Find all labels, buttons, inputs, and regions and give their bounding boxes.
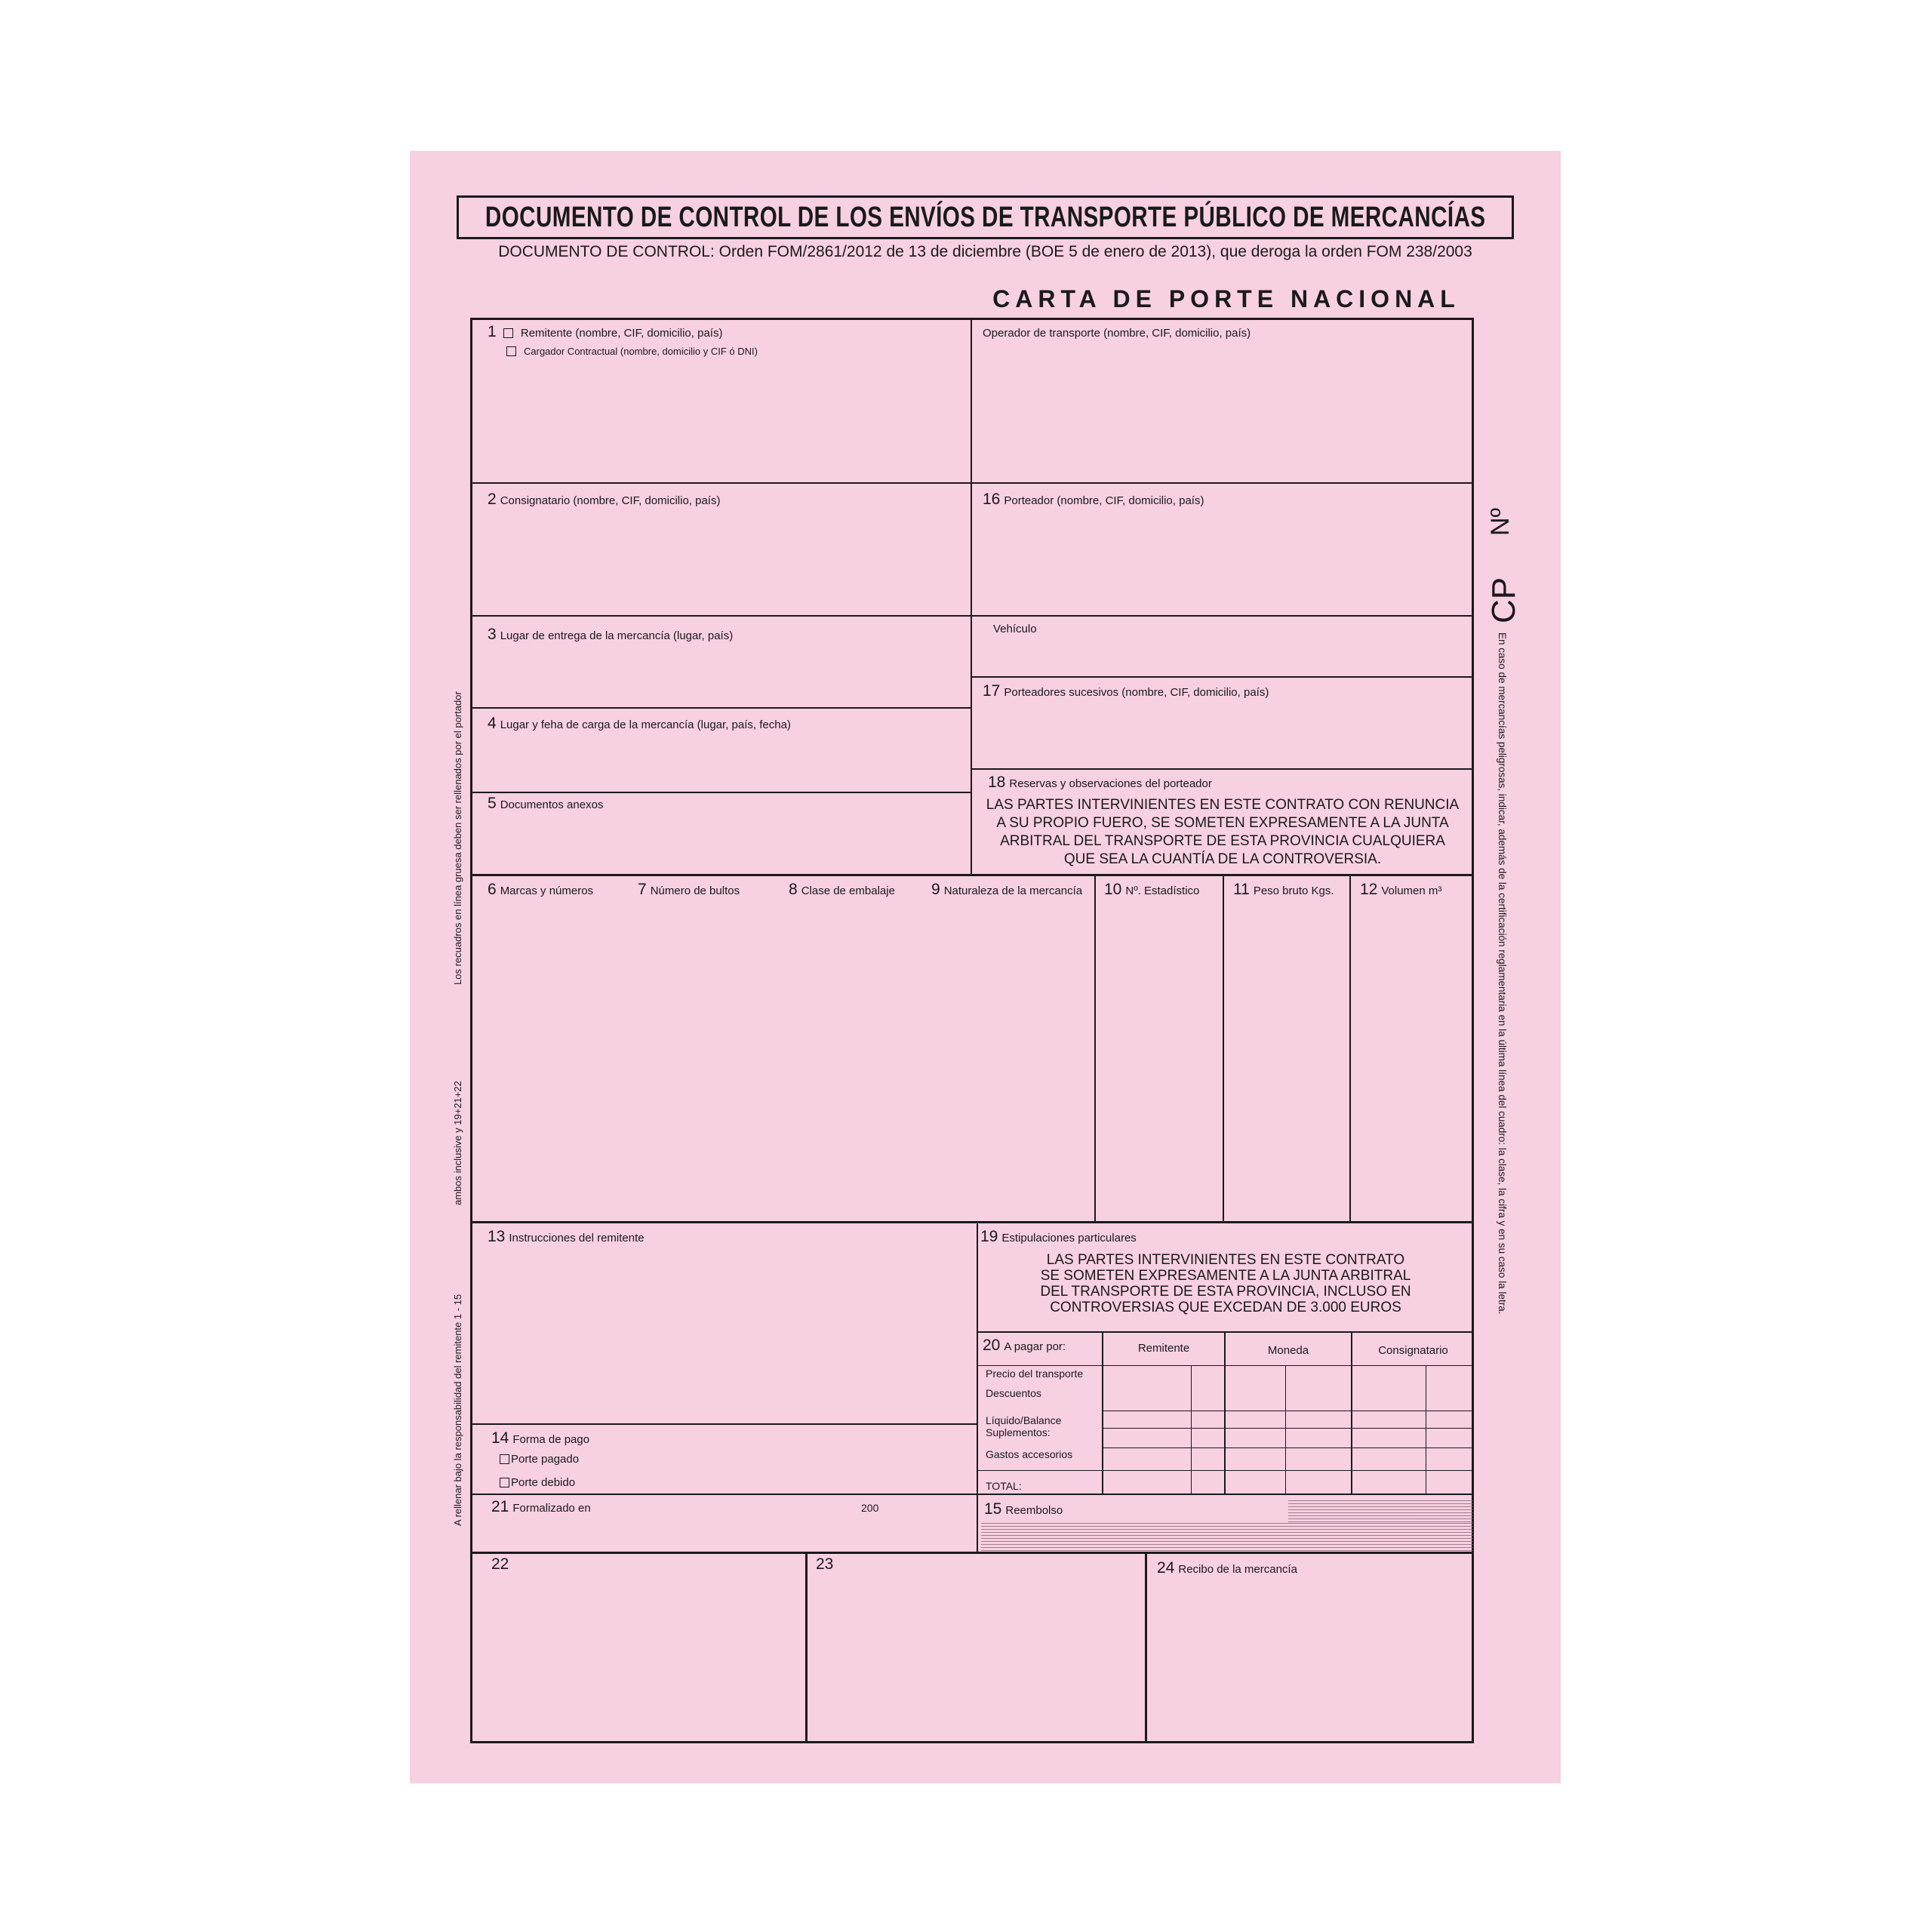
box-11-number: 11 bbox=[1233, 881, 1250, 898]
box-20-number: 20 bbox=[983, 1337, 1001, 1354]
operador-label: Operador de transporte (nombre, CIF, domicilio, país) bbox=[983, 327, 1251, 340]
box-19[interactable] bbox=[980, 1228, 1137, 1246]
box-18-line-2: A SU PROPIO FUERO, SE SOMETEN EXPRESAMENTE A LA JUNTA bbox=[996, 815, 1449, 831]
box-8-number: 8 bbox=[789, 881, 798, 898]
box-11-label: Peso bruto Kgs. bbox=[1253, 884, 1334, 897]
box-18-clause bbox=[974, 796, 1472, 869]
box-9-number: 9 bbox=[931, 881, 940, 898]
box-19-number: 19 bbox=[980, 1228, 998, 1245]
box-12[interactable] bbox=[1360, 881, 1441, 899]
box-21-year: 200 bbox=[861, 1502, 879, 1514]
box-5[interactable] bbox=[488, 795, 603, 813]
box-15[interactable] bbox=[984, 1500, 1063, 1518]
left-note-thick-line: Los recuadros en línea gruesa deben ser rellenados por el portador bbox=[452, 691, 463, 985]
box-21-label: Formalizado en bbox=[512, 1502, 591, 1515]
box-1-number: 1 bbox=[488, 323, 497, 340]
left-note-responsibility: A rellenar bajo la responsabilidad del remitente 1 - 15 bbox=[452, 1294, 463, 1526]
box-13-number: 13 bbox=[488, 1228, 506, 1245]
box-23-number: 23 bbox=[816, 1555, 834, 1573]
box-18-number: 18 bbox=[988, 774, 1006, 791]
porte-pagado-option[interactable] bbox=[500, 1453, 579, 1466]
box-9[interactable] bbox=[931, 881, 1082, 899]
box-10-label: Nº. Estadístico bbox=[1125, 884, 1200, 897]
cp-number-label: Nº bbox=[1486, 508, 1515, 536]
col-moneda: Moneda bbox=[1267, 1344, 1309, 1357]
box-16-label: Porteador (nombre, CIF, domicilio, país) bbox=[1004, 494, 1204, 507]
box-4-label: Lugar y feha de carga de la mercancía (lugar, país, fecha) bbox=[500, 718, 791, 731]
box-19-clause bbox=[978, 1252, 1473, 1315]
box-13[interactable] bbox=[488, 1228, 645, 1246]
box-10-number: 10 bbox=[1104, 881, 1122, 898]
row-total: TOTAL: bbox=[986, 1480, 1022, 1492]
row-liquido: Líquido/Balance bbox=[986, 1414, 1062, 1426]
porte-pagado-checkbox[interactable] bbox=[500, 1454, 509, 1464]
cp-label: CP bbox=[1485, 577, 1522, 623]
dangerous-goods-note: En caso de mercancías peligrosas, indicar, además de la certificación reglamentaria en la última línea del cuadro: la clase, la cifra y en su caso la letra. bbox=[1497, 632, 1508, 1315]
porte-debido-option[interactable] bbox=[500, 1476, 575, 1489]
form-name: CARTA DE PORTE NACIONAL bbox=[992, 285, 1460, 312]
box-20-label: A pagar por: bbox=[1004, 1340, 1066, 1353]
remitente-checkbox[interactable] bbox=[503, 328, 513, 338]
box-8[interactable] bbox=[789, 881, 895, 899]
box-15-label: Reembolso bbox=[1005, 1504, 1063, 1517]
box-18-line-3: ARBITRAL DEL TRANSPORTE DE ESTA PROVINCIA CUALQUIERA bbox=[1000, 833, 1445, 849]
box-11[interactable] bbox=[1233, 881, 1334, 899]
reembolso-hatch bbox=[1288, 1500, 1473, 1523]
porte-pagado-label: Porte pagado bbox=[511, 1453, 580, 1466]
box-17[interactable] bbox=[983, 682, 1269, 700]
box-7-number: 7 bbox=[638, 881, 647, 898]
box-1-cargador-label: Cargador Contractual (nombre, domicilio y CIF ó DNI) bbox=[524, 346, 758, 357]
box-17-label: Porteadores sucesivos (nombre, CIF, domicilio, país) bbox=[1004, 686, 1269, 699]
box-21[interactable] bbox=[491, 1498, 591, 1516]
left-note-inclusive: ambos inclusive y 19+21+22 bbox=[452, 1081, 463, 1205]
box-21-number: 21 bbox=[491, 1498, 509, 1515]
box-20[interactable] bbox=[983, 1337, 1066, 1355]
box-8-label: Clase de embalaje bbox=[801, 884, 895, 897]
box-5-label: Documentos anexos bbox=[500, 798, 604, 811]
box-14-number: 14 bbox=[491, 1429, 509, 1447]
row-descuentos: Descuentos bbox=[986, 1387, 1041, 1399]
row-suplementos: Suplementos: bbox=[986, 1426, 1051, 1438]
row-gastos: Gastos accesorios bbox=[986, 1448, 1073, 1460]
box-19-line-3: DEL TRANSPORTE DE ESTA PROVINCIA, INCLUSO EN bbox=[1040, 1284, 1411, 1300]
box-18-line-1: LAS PARTES INTERVINIENTES EN ESTE CONTRATO CON RENUNCIA bbox=[986, 797, 1460, 813]
box-24[interactable] bbox=[1157, 1559, 1297, 1577]
box-16-number: 16 bbox=[983, 491, 1001, 508]
box-15-number: 15 bbox=[984, 1500, 1002, 1518]
reembolso-hatch-bottom bbox=[981, 1523, 1473, 1553]
box-6-number: 6 bbox=[488, 881, 497, 898]
cargador-checkbox[interactable] bbox=[506, 346, 516, 356]
box-19-label: Estipulaciones particulares bbox=[1001, 1232, 1137, 1244]
box-14[interactable] bbox=[491, 1429, 589, 1447]
box-24-label: Recibo de la mercancía bbox=[1178, 1563, 1297, 1576]
box-2[interactable] bbox=[488, 491, 720, 509]
box-18[interactable] bbox=[988, 774, 1212, 792]
box-16[interactable] bbox=[983, 491, 1204, 509]
box-19-line-1: LAS PARTES INTERVINIENTES EN ESTE CONTRATO bbox=[1046, 1252, 1405, 1268]
box-22-number: 22 bbox=[491, 1555, 509, 1573]
box-18-label: Reservas y observaciones del porteador bbox=[1009, 777, 1212, 790]
box-3-number: 3 bbox=[488, 626, 497, 643]
col-consignatario: Consignatario bbox=[1378, 1344, 1448, 1357]
box-12-label: Volumen m³ bbox=[1381, 884, 1442, 897]
box-4-number: 4 bbox=[488, 715, 497, 732]
box-23[interactable] bbox=[816, 1555, 837, 1574]
col-remitente: Remitente bbox=[1137, 1342, 1190, 1355]
box-24-number: 24 bbox=[1157, 1559, 1175, 1577]
porte-debido-label: Porte debido bbox=[511, 1476, 576, 1489]
vehiculo-label: Vehículo bbox=[993, 623, 1037, 635]
form-title: DOCUMENTO DE CONTROL DE LOS ENVÍOS DE TRANSPORTE PÚBLICO DE MERCANCÍAS bbox=[485, 201, 1486, 233]
box-4[interactable] bbox=[488, 715, 791, 733]
box-6-label: Marcas y números bbox=[500, 884, 594, 897]
box-3[interactable] bbox=[488, 626, 733, 644]
row-precio: Precio del transporte bbox=[986, 1367, 1084, 1380]
form-subtitle: DOCUMENTO DE CONTROL: Orden FOM/2861/2012 de 13 de diciembre (BOE 5 de enero de 2013), que deroga la orden FOM 238/2003 bbox=[498, 243, 1472, 260]
box-3-label: Lugar de entrega de la mercancía (lugar, país) bbox=[500, 629, 734, 642]
box-7-label: Número de bultos bbox=[650, 884, 740, 897]
box-7[interactable] bbox=[638, 881, 740, 899]
box-2-number: 2 bbox=[488, 491, 497, 508]
box-9-label: Naturaleza de la mercancía bbox=[943, 884, 1083, 897]
box-6[interactable] bbox=[488, 881, 593, 899]
box-1[interactable] bbox=[488, 323, 722, 341]
box-2-label: Consignatario (nombre, CIF, domicilio, país) bbox=[500, 494, 721, 507]
box-19-line-2: SE SOMETEN EXPRESAMENTE A LA JUNTA ARBITRAL bbox=[1040, 1268, 1411, 1284]
box-5-number: 5 bbox=[488, 795, 497, 812]
box-10[interactable] bbox=[1104, 881, 1199, 899]
box-1-remitente-label: Remitente (nombre, CIF, domicilio, país) bbox=[520, 327, 723, 340]
porte-debido-checkbox[interactable] bbox=[500, 1478, 509, 1487]
box-13-label: Instrucciones del remitente bbox=[509, 1232, 645, 1244]
box-18-line-4: QUE SEA LA CUANTÍA DE LA CONTROVERSIA. bbox=[1063, 851, 1382, 867]
box-19-line-4: CONTROVERSIAS QUE EXCEDAN DE 3.000 EUROS bbox=[1050, 1300, 1401, 1315]
box-17-number: 17 bbox=[983, 682, 1001, 700]
box-12-number: 12 bbox=[1360, 881, 1378, 898]
box-14-label: Forma de pago bbox=[512, 1433, 590, 1446]
box-22[interactable] bbox=[491, 1555, 512, 1574]
form-title-box bbox=[457, 195, 1514, 239]
box-1-cargador[interactable] bbox=[506, 346, 758, 357]
